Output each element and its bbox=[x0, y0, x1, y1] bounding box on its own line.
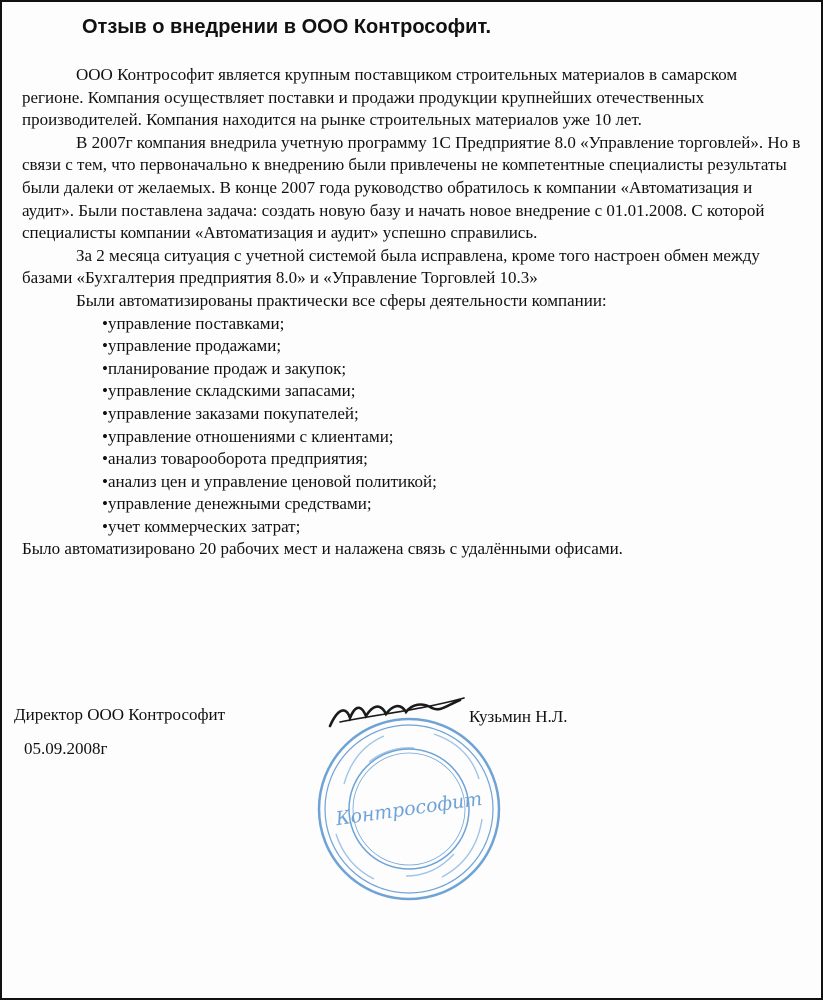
list-item: • учет коммерческих затрат; bbox=[102, 516, 802, 539]
signatory-name: Кузьмин Н.Л. bbox=[469, 707, 568, 726]
paragraph-list-intro: Были автоматизированы практически все сферы деятельности компании: bbox=[76, 290, 607, 310]
list-item: • управление поставками; bbox=[102, 313, 802, 336]
paragraph-result: За 2 месяца ситуация с учетной системой была исправлена, кроме того настроен обмен между базами «Бухгалтерия предприятия 8.0» и «Управление Торговлей 10.3» bbox=[22, 245, 760, 288]
paragraph-intro: ООО Контрософит является крупным поставщиком строительных материалов в самарском регионе. Компания осуществляет поставки и продажи продукции крупнейших отечественных производителей. Компания находится на рынке строительных материалов уже 10 лет. bbox=[22, 65, 738, 130]
paragraph-history: В 2007г компания внедрила учетную программу 1С Предприятие 8.0 «Управление торговлей». Но в связи с тем, что первоначально к внедрению были привлечены не компетентные специалисты результаты были далеки от желаемых. В конце 2007 года руководство обратилось к компании «Автоматизация и аудит». Были поставлена задача: создать новую базу и начать новое внедрение с 01.01.2008. С которой специалисты компании «Автоматизация и аудит» успешно справились. bbox=[22, 132, 801, 243]
list-item: • управление складскими запасами; bbox=[102, 380, 802, 403]
signature bbox=[320, 688, 470, 738]
signatory-position: Директор ООО Контрософит bbox=[14, 705, 226, 724]
automation-list bbox=[22, 313, 802, 539]
company-stamp bbox=[314, 714, 504, 904]
list-item: • планирование продаж и закупок; bbox=[102, 358, 802, 381]
paragraph-final: Было автоматизировано 20 рабочих мест и налажена связь с удалёнными офисами. bbox=[22, 539, 623, 559]
list-item: • управление заказами покупателей; bbox=[102, 403, 802, 426]
document-title: Отзыв о внедрении в ООО Контрософит. bbox=[82, 16, 492, 38]
signature-date: 05.09.2008г bbox=[24, 739, 108, 758]
stamp-center-text: Контрософит bbox=[334, 787, 484, 831]
list-item: • анализ цен и управление ценовой политикой; bbox=[102, 471, 802, 494]
list-item: • анализ товарооборота предприятия; bbox=[102, 448, 802, 471]
document-body bbox=[22, 64, 802, 561]
list-item: • управление денежными средствами; bbox=[102, 493, 802, 516]
list-item: • управление продажами; bbox=[102, 335, 802, 358]
list-item: • управление отношениями с клиентами; bbox=[102, 426, 802, 449]
